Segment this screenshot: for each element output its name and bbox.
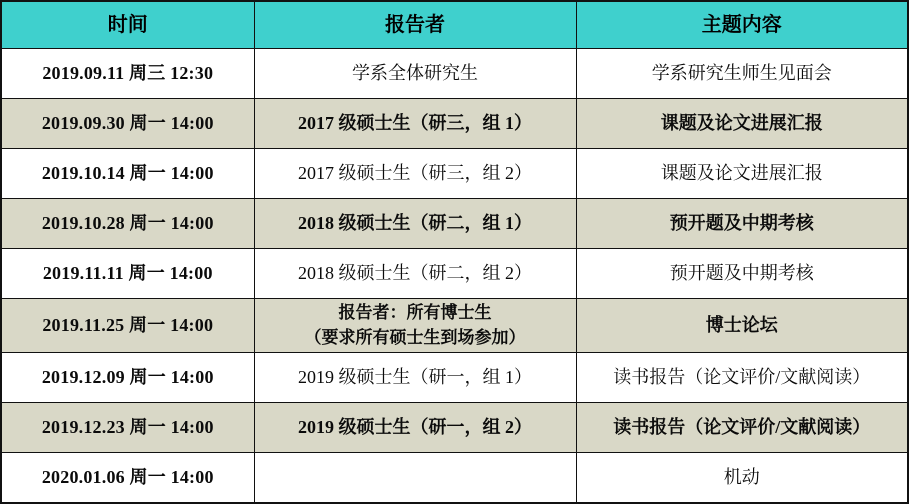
cell-speaker: 2019 级硕士生（研一，组 2） — [254, 403, 576, 453]
cell-time: 2019.12.23 周一 14:00 — [1, 403, 254, 453]
cell-speaker: 2017 级硕士生（研三，组 1） — [254, 99, 576, 149]
cell-topic: 博士论坛 — [576, 299, 908, 353]
column-header-time: 时间 — [1, 1, 254, 49]
cell-speaker: 2018 级硕士生（研二，组 1） — [254, 199, 576, 249]
cell-time: 2019.12.09 周一 14:00 — [1, 353, 254, 403]
column-header-speaker: 报告者 — [254, 1, 576, 49]
cell-time: 2019.09.11 周三 12:30 — [1, 49, 254, 99]
table-row — [1, 149, 908, 199]
table-row — [1, 99, 908, 149]
table-row — [1, 453, 908, 503]
cell-topic: 预开题及中期考核 — [576, 199, 908, 249]
cell-topic: 预开题及中期考核 — [576, 249, 908, 299]
cell-time: 2019.10.28 周一 14:00 — [1, 199, 254, 249]
cell-speaker — [254, 299, 576, 353]
table-row — [1, 299, 908, 353]
cell-topic: 课题及论文进展汇报 — [576, 149, 908, 199]
cell-topic: 机动 — [576, 453, 908, 503]
table-row — [1, 199, 908, 249]
cell-speaker-line: 报告者：所有博士生 — [338, 303, 492, 322]
table-header — [1, 1, 908, 49]
cell-time: 2019.11.11 周一 14:00 — [1, 249, 254, 299]
cell-speaker: 2019 级硕士生（研一，组 1） — [254, 353, 576, 403]
table-header-row — [1, 1, 908, 49]
cell-topic: 读书报告（论文评价/文献阅读） — [576, 403, 908, 453]
table-row — [1, 353, 908, 403]
cell-topic: 课题及论文进展汇报 — [576, 99, 908, 149]
cell-time: 2019.09.30 周一 14:00 — [1, 99, 254, 149]
cell-topic: 读书报告（论文评价/文献阅读） — [576, 353, 908, 403]
cell-speaker-line: （要求所有硕士生到场参加） — [304, 327, 526, 347]
cell-speaker: 2017 级硕士生（研三，组 2） — [254, 149, 576, 199]
cell-time: 2019.11.25 周一 14:00 — [1, 299, 254, 353]
table-body — [1, 49, 908, 503]
cell-time: 2019.10.14 周一 14:00 — [1, 149, 254, 199]
table-row — [1, 249, 908, 299]
cell-speaker: 学系全体研究生 — [254, 49, 576, 99]
table-row — [1, 49, 908, 99]
cell-speaker — [254, 453, 576, 503]
table-row — [1, 403, 908, 453]
cell-topic: 学系研究生师生见面会 — [576, 49, 908, 99]
cell-time: 2020.01.06 周一 14:00 — [1, 453, 254, 503]
cell-speaker: 2018 级硕士生（研二，组 2） — [254, 249, 576, 299]
column-header-topic: 主题内容 — [576, 1, 908, 49]
